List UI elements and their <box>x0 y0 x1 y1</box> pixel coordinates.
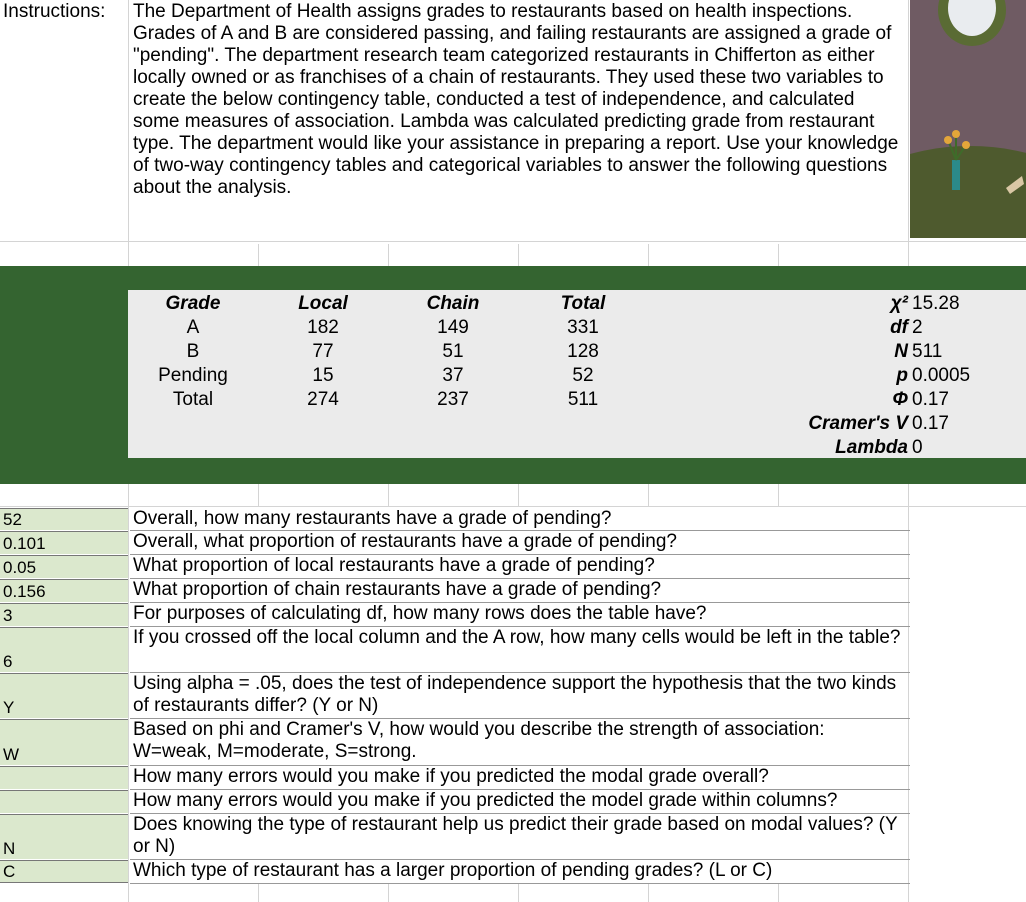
grade-a-total: 331 <box>567 317 599 338</box>
stat-phi-label: Φ <box>892 389 908 410</box>
total-row-label: Total <box>172 389 214 410</box>
answer-cell[interactable]: 3 <box>0 603 128 626</box>
grade-a-local: 182 <box>307 317 339 338</box>
stat-chi-square-label: χ² <box>890 293 908 314</box>
instructions-label: Instructions: <box>3 1 106 22</box>
column-divider <box>648 884 649 902</box>
question-text: What proportion of local restaurants have a grade of pending? <box>133 555 655 576</box>
stat-cramers-v-value: 0.17 <box>912 413 949 434</box>
answer-cell[interactable] <box>0 790 128 813</box>
answer-cell[interactable] <box>0 766 128 789</box>
answer-cell[interactable]: N <box>0 814 128 859</box>
grade-b-total: 128 <box>567 341 599 362</box>
stat-lambda-label: Lambda <box>835 437 908 458</box>
column-divider <box>258 244 259 266</box>
column-divider <box>778 884 779 902</box>
total-local: 274 <box>307 389 339 410</box>
question-text: How many errors would you make if you predicted the model grade within columns? <box>133 790 838 811</box>
header-grade: Grade <box>165 293 221 314</box>
grade-pending-chain: 37 <box>442 365 464 386</box>
stat-phi-value: 0.17 <box>912 389 949 410</box>
column-divider <box>648 244 649 266</box>
column-divider <box>258 484 259 506</box>
question-text: Based on phi and Cramer's V, how would you describe the strength of association: W=weak, M=moderate, S=strong. <box>133 719 825 762</box>
column-divider <box>648 484 649 506</box>
grade-pending-label: Pending <box>158 365 228 386</box>
stat-cramers-v-label: Cramer's V <box>808 413 908 434</box>
grade-b-label: B <box>186 341 200 362</box>
grade-b-local: 77 <box>312 341 334 362</box>
stat-df-label: df <box>890 317 908 338</box>
column-divider <box>778 484 779 506</box>
total-total: 511 <box>567 389 599 410</box>
stat-lambda-value: 0 <box>912 437 923 458</box>
stat-df-value: 2 <box>912 317 923 338</box>
column-divider <box>908 484 909 902</box>
still-life-image <box>910 0 1026 238</box>
question-text: If you crossed off the local column and the A row, how many cells would be left in the table? <box>133 627 901 648</box>
column-divider <box>128 0 129 266</box>
answer-cell[interactable]: C <box>0 860 128 883</box>
question-text: What proportion of chain restaurants have a grade of pending? <box>133 579 662 600</box>
column-divider <box>128 484 129 902</box>
row-divider <box>0 241 1026 242</box>
header-chain: Chain <box>426 293 480 314</box>
answer-cell[interactable]: 0.101 <box>0 531 128 554</box>
grade-a-label: A <box>186 317 200 338</box>
column-divider <box>778 244 779 266</box>
stat-p-label: p <box>896 365 908 386</box>
total-chain: 237 <box>437 389 469 410</box>
answer-cell[interactable]: 0.156 <box>0 579 128 602</box>
contingency-table <box>128 290 1026 458</box>
question-text: Which type of restaurant has a larger proportion of pending grades? (L or C) <box>133 860 773 881</box>
question-text: How many errors would you make if you predicted the modal grade overall? <box>133 766 769 787</box>
stat-p-value: 0.0005 <box>912 365 971 386</box>
grade-b-chain: 51 <box>442 341 464 362</box>
answer-cell[interactable]: Y <box>0 673 128 718</box>
question-text: For purposes of calculating df, how many rows does the table have? <box>133 603 707 624</box>
column-divider <box>388 484 389 506</box>
column-divider <box>388 884 389 902</box>
stat-n-label: N <box>894 341 908 362</box>
row-divider <box>0 506 1026 507</box>
grade-pending-total: 52 <box>572 365 594 386</box>
column-divider <box>518 484 519 506</box>
grade-pending-local: 15 <box>312 365 334 386</box>
question-text: Does knowing the type of restaurant help us predict their grade based on modal values? (Y or N) <box>133 814 898 857</box>
column-divider <box>518 244 519 266</box>
question-text: Overall, how many restaurants have a grade of pending? <box>133 508 612 529</box>
header-local: Local <box>298 293 348 314</box>
instructions-text: The Department of Health assigns grades to restaurants based on health inspections. Grades of A and B are considered passing, and failing restaurants are assigned a grade of "pending". The department research team categorized restaurants in Chifferton as either locally owned or as franchises of a chain of restaurants. They used these two variables to create the below contingency table, conducted a test of independence, and calculated some measures of association. Lambda was calculated predicting grade from restaurant type. The department would like your assistance in preparing a report. Use your knowledge of two-way contingency tables and categorical variables to answer the following questions about the analysis. <box>133 1 899 198</box>
row-divider <box>130 883 910 884</box>
decorative-picture[interactable] <box>910 0 1026 238</box>
column-divider <box>518 884 519 902</box>
answer-cell[interactable]: W <box>0 719 128 765</box>
column-divider <box>258 884 259 902</box>
stat-chi-square-value: 15.28 <box>912 293 960 314</box>
grade-a-chain: 149 <box>437 317 469 338</box>
question-text: Using alpha = .05, does the test of independence support the hypothesis that the two kinds of restaurants differ? (Y or N) <box>133 673 897 716</box>
column-divider <box>908 0 909 266</box>
answer-cell[interactable]: 0.05 <box>0 555 128 578</box>
column-divider <box>388 244 389 266</box>
question-text: Overall, what proportion of restaurants have a grade of pending? <box>133 531 677 552</box>
header-total: Total <box>560 293 606 314</box>
stat-n-value: 511 <box>912 341 943 362</box>
answer-cell[interactable]: 52 <box>0 508 128 530</box>
answer-cell[interactable]: 6 <box>0 627 128 672</box>
